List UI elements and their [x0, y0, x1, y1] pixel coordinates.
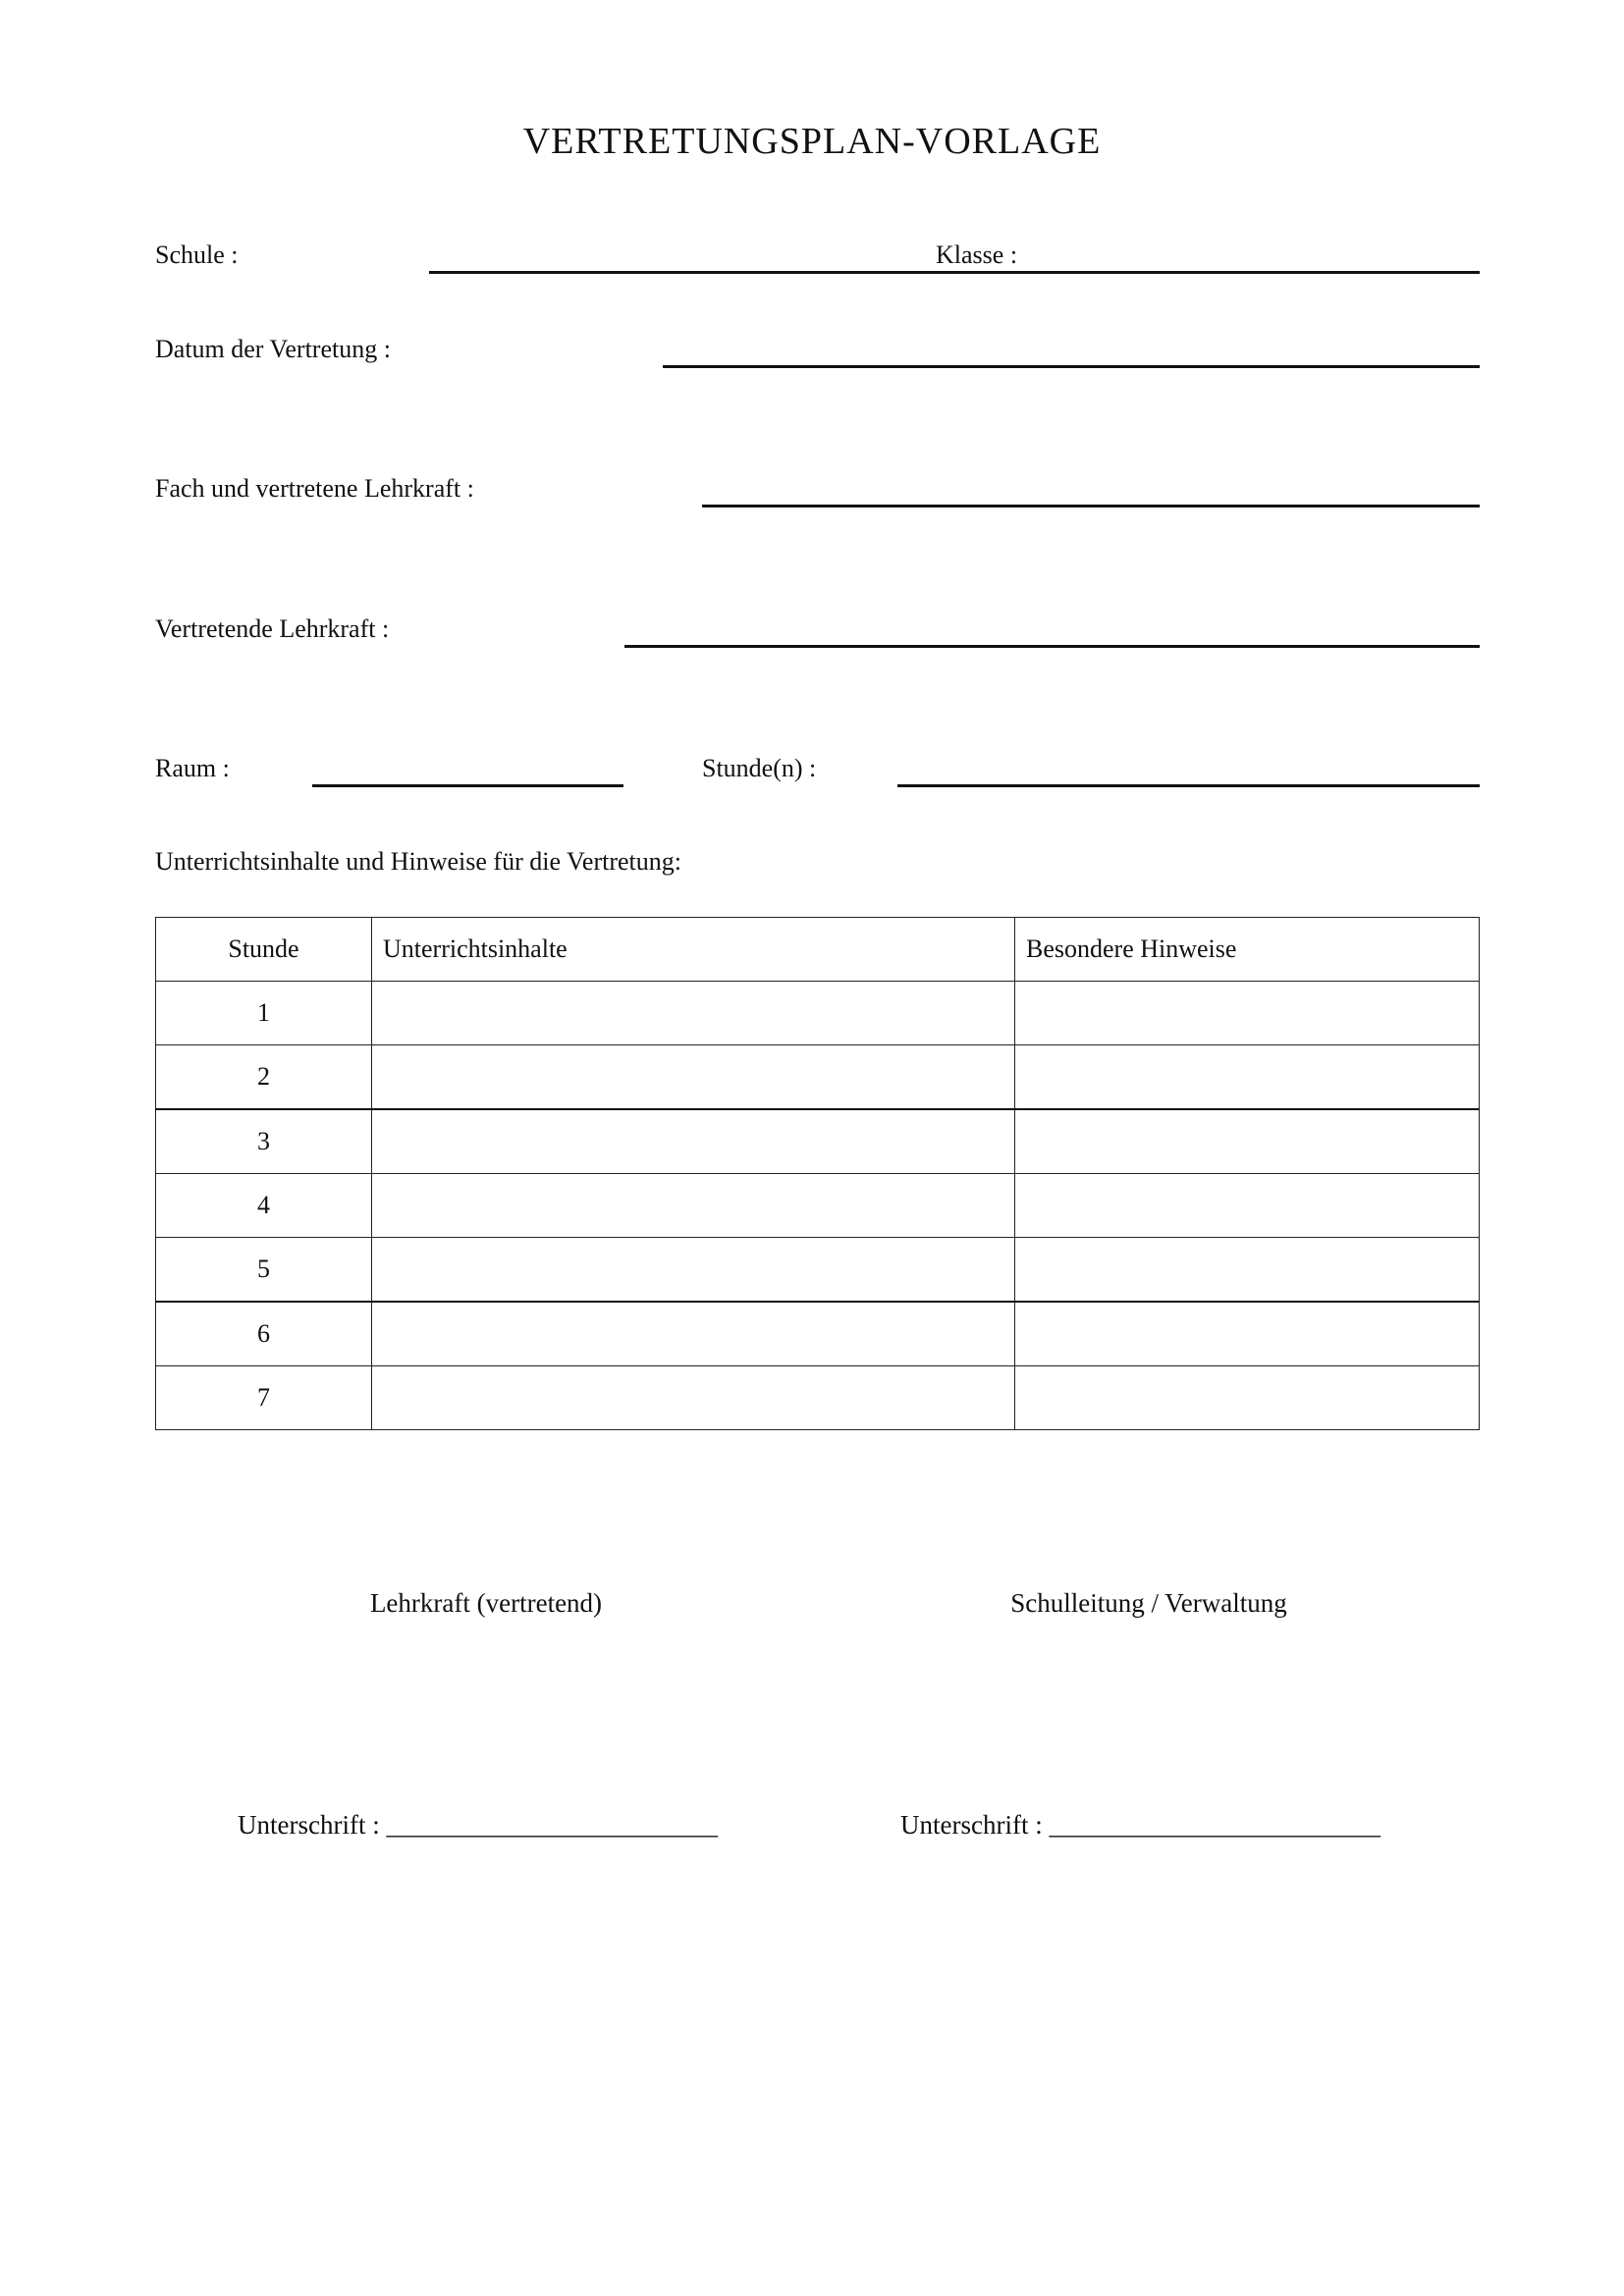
substitute-line[interactable]	[624, 645, 1480, 648]
row-content-cell[interactable]	[372, 1174, 1015, 1238]
lesson-table	[155, 917, 1480, 1430]
subject-label: Fach und vertretene Lehrkraft :	[155, 474, 474, 503]
row-content-cell[interactable]	[372, 1109, 1015, 1174]
table-row	[156, 1045, 1480, 1110]
row-hour: 6	[156, 1302, 372, 1366]
page-title: VERTRETUNGSPLAN-VORLAGE	[522, 121, 1102, 162]
header-stunde: Stunde	[156, 918, 372, 982]
row-notes-cell[interactable]	[1015, 1238, 1480, 1303]
row-content-cell[interactable]	[372, 1366, 1015, 1430]
row-notes-cell[interactable]	[1015, 1366, 1480, 1430]
row-hour: 4	[156, 1174, 372, 1238]
table-header-row	[156, 918, 1480, 982]
header-unterrichtsinhalte: Unterrichtsinhalte	[372, 918, 1015, 982]
row-content-cell[interactable]	[372, 1302, 1015, 1366]
table-row	[156, 1366, 1480, 1430]
row-notes-cell[interactable]	[1015, 1302, 1480, 1366]
row-content-cell[interactable]	[372, 1238, 1015, 1303]
signature-right-line[interactable]: Unterschrift : _________________________	[900, 1810, 1380, 1840]
school-class-line[interactable]	[429, 271, 1480, 274]
section-heading: Unterrichtsinhalte und Hinweise für die Vertretung:	[155, 847, 681, 876]
signature-left-title: Lehrkraft (vertretend)	[369, 1588, 603, 1618]
table-row	[156, 982, 1480, 1045]
hours-label: Stunde(n) :	[702, 754, 817, 782]
row-notes-cell[interactable]	[1015, 982, 1480, 1045]
room-label: Raum :	[155, 754, 230, 782]
signature-left-line[interactable]: Unterschrift : _________________________	[238, 1810, 718, 1840]
hours-line[interactable]	[897, 784, 1480, 787]
substitute-label: Vertretende Lehrkraft :	[155, 614, 390, 643]
table-row	[156, 1174, 1480, 1238]
row-hour: 7	[156, 1366, 372, 1430]
row-hour: 2	[156, 1045, 372, 1110]
row-hour: 1	[156, 982, 372, 1045]
row-hour: 5	[156, 1238, 372, 1303]
signature-right-title: Schulleitung / Verwaltung	[1010, 1588, 1287, 1618]
header-besondere-hinweise: Besondere Hinweise	[1015, 918, 1480, 982]
row-notes-cell[interactable]	[1015, 1174, 1480, 1238]
table-row	[156, 1109, 1480, 1174]
class-label: Klasse :	[936, 240, 1023, 271]
table-row	[156, 1238, 1480, 1303]
school-label: Schule :	[155, 240, 239, 269]
row-hour: 3	[156, 1109, 372, 1174]
row-content-cell[interactable]	[372, 1045, 1015, 1110]
table-row	[156, 1302, 1480, 1366]
date-label: Datum der Vertretung :	[155, 335, 391, 363]
date-line[interactable]	[663, 365, 1480, 368]
row-notes-cell[interactable]	[1015, 1045, 1480, 1110]
row-notes-cell[interactable]	[1015, 1109, 1480, 1174]
room-line[interactable]	[312, 784, 623, 787]
subject-line[interactable]	[702, 505, 1480, 507]
row-content-cell[interactable]	[372, 982, 1015, 1045]
